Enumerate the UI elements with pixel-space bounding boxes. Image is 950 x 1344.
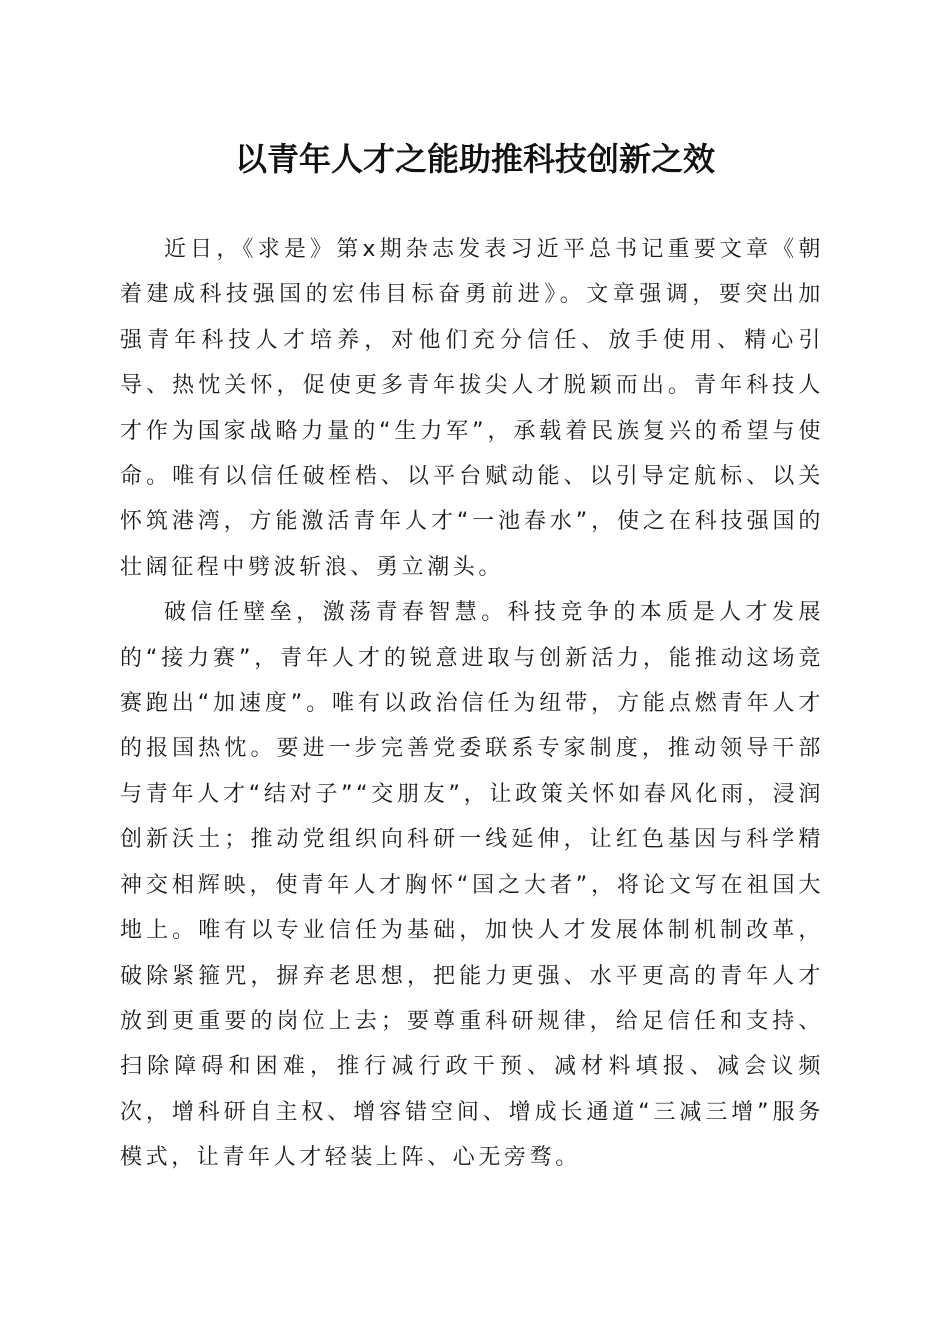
paragraph-1: 近日，《求是》第x期杂志发表习近平总书记重要文章《朝着建成科技强国的宏伟目标奋勇前进》。文章强调，要突出加强青年科技人才培养，对他们充分信任、放手使用、精心引导、热忱关怀，促使更多青年拔尖人才脱颖而出。青年科技人才作为国家战略力量的“生力军”，承载着民族复兴的希望与使命。唯有以信任破桎梏、以平台赋动能、以引导定航标、以关怀筑港湾，方能激活青年人才“一池春水”，使之在科技强国的壮阔征程中劈波斩浪、勇立潮头。	[120, 237, 824, 580]
paragraph-2: 破信任壁垒，激荡青春智慧。科技竞争的本质是人才发展的“接力赛”，青年人才的锐意进取与创新活力，能推动这场竞赛跑出“加速度”。唯有以政治信任为纽带，方能点燃青年人才的报国热忱。要进一步完善党委联系专家制度，推动领导干部与青年人才“结对子”“交朋友”，让政策关怀如春风化雨，浸润创新沃土；推动党组织向科研一线延伸，让红色基因与科学精神交相辉映，使青年人才胸怀“国之大者”，将论文写在祖国大地上。唯有以专业信任为基础，加快人才发展体制机制改革，破除紧箍咒，摒弃老思想，把能力更强、水平更高的青年人才放到更重要的岗位上去；要尊重科研规律，给足信任和支持、扫除障碍和困难，推行减行政干预、减材料填报、减会议频次，增科研自主权、增容错空间、增成长通道“三减三增”服务模式，让青年人才轻装上阵、心无旁骛。	[120, 600, 824, 1171]
document-title: 以青年人才之能助推科技创新之效	[234, 140, 715, 178]
document-body	[120, 227, 824, 1181]
